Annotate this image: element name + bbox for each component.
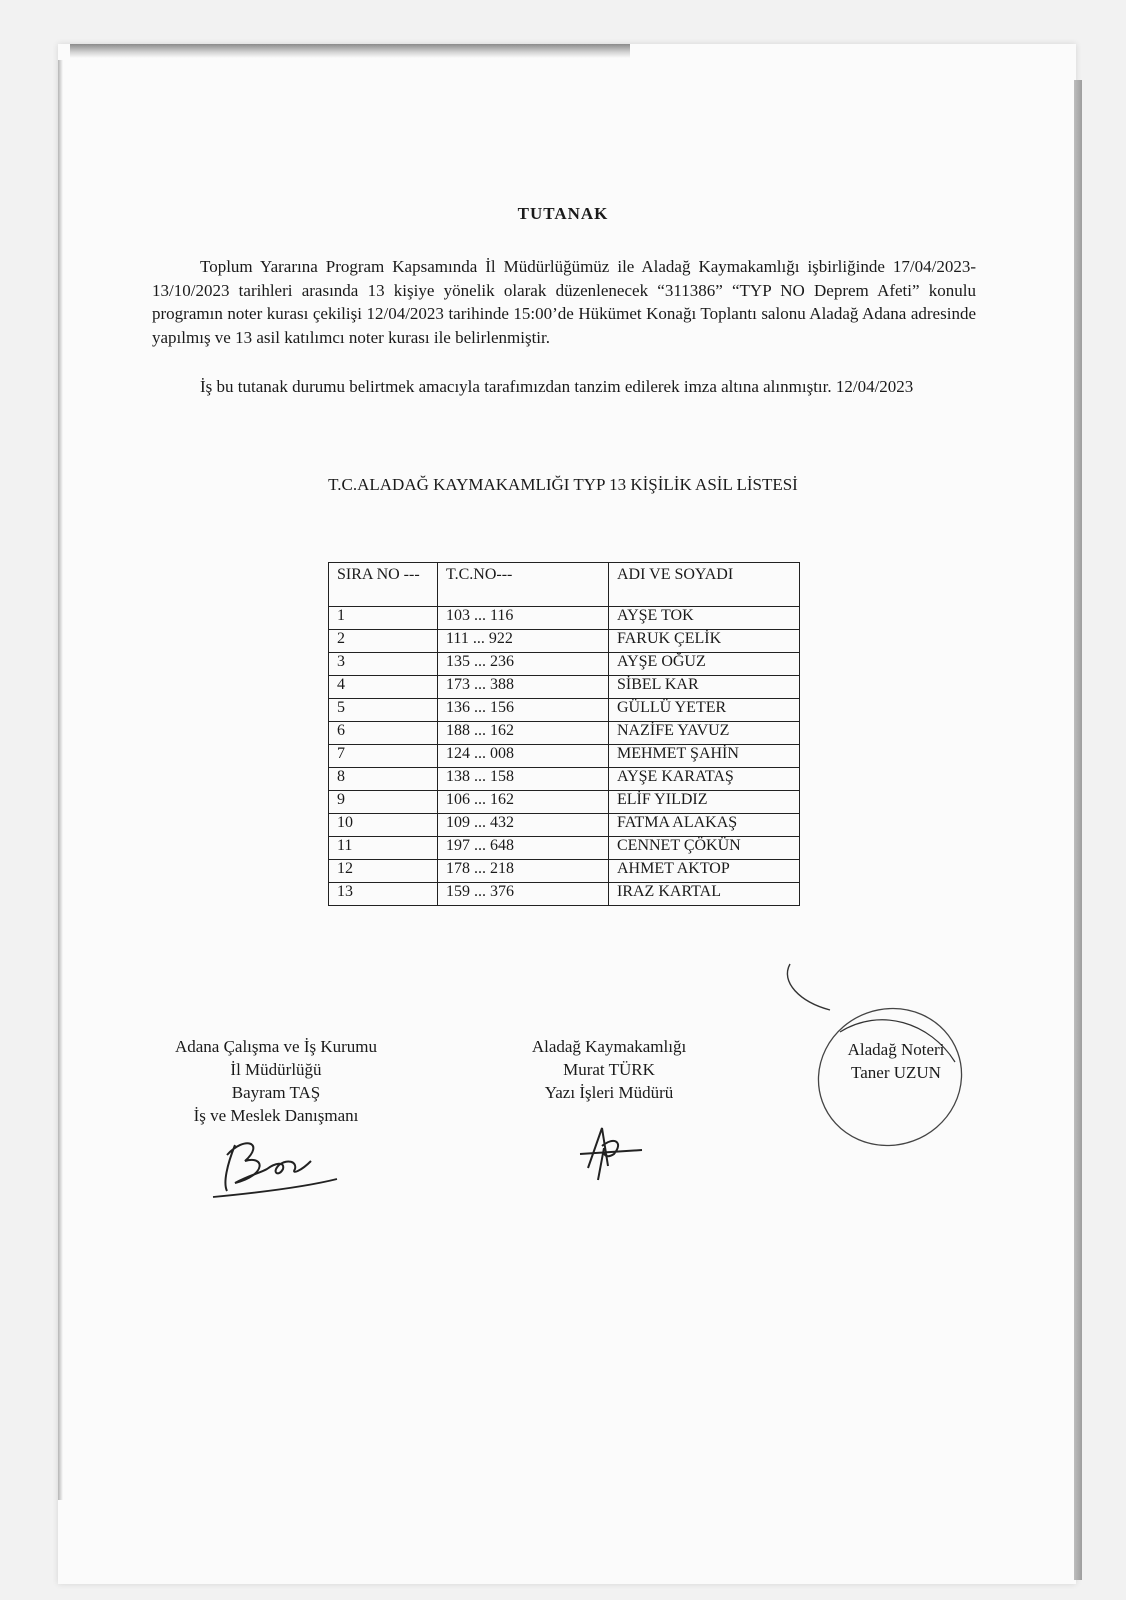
row-name: GÜLLÜ YETER <box>609 699 800 722</box>
sig-right-line: Aladağ Noteri <box>847 1040 945 1059</box>
sig-right-line: Taner UZUN <box>851 1063 941 1082</box>
row-tc: 109 ... 432 <box>438 814 609 837</box>
row-no: 5 <box>329 699 438 722</box>
row-no: 13 <box>329 883 438 906</box>
handwritten-signature-middle-icon <box>568 1118 658 1188</box>
sig-left-line: Bayram TAŞ <box>231 1083 321 1102</box>
row-name: FARUK ÇELİK <box>609 630 800 653</box>
row-tc: 111 ... 922 <box>438 630 609 653</box>
row-name: AYŞE KARATAŞ <box>609 768 800 791</box>
row-no: 1 <box>329 607 438 630</box>
row-no: 9 <box>329 791 438 814</box>
table-row <box>329 860 800 883</box>
row-tc: 124 ... 008 <box>438 745 609 768</box>
scan-edge-right <box>1074 80 1082 1580</box>
scan-edge-left <box>58 60 63 1500</box>
row-tc: 197 ... 648 <box>438 837 609 860</box>
paragraph-closing: İş bu tutanak durumu belirtmek amacıyla tarafımızdan tanzim edilerek imza altına alınmıştır. 12/04/2023 <box>200 377 914 396</box>
row-name: SİBEL KAR <box>609 676 800 699</box>
signature-block-left <box>146 1035 406 1127</box>
row-tc: 106 ... 162 <box>438 791 609 814</box>
row-name: FATMA ALAKAŞ <box>609 814 800 837</box>
row-name: MEHMET ŞAHİN <box>609 745 800 768</box>
table-row <box>329 837 800 860</box>
row-no: 10 <box>329 814 438 837</box>
row-no: 2 <box>329 630 438 653</box>
sig-left-line: İş ve Meslek Danışmanı <box>193 1106 359 1125</box>
table-row <box>329 791 800 814</box>
table-row <box>329 814 800 837</box>
row-tc: 178 ... 218 <box>438 860 609 883</box>
row-name: CENNET ÇÖKÜN <box>609 837 800 860</box>
row-no: 11 <box>329 837 438 860</box>
document-title: TUTANAK <box>517 204 609 223</box>
header-tc-no: T.C.NO--- <box>438 563 609 607</box>
row-no: 8 <box>329 768 438 791</box>
signature-block-right <box>826 1038 966 1084</box>
row-tc: 188 ... 162 <box>438 722 609 745</box>
row-tc: 103 ... 116 <box>438 607 609 630</box>
row-no: 12 <box>329 860 438 883</box>
row-tc: 173 ... 388 <box>438 676 609 699</box>
table-row <box>329 699 800 722</box>
handwritten-signature-left-icon <box>205 1125 345 1205</box>
row-tc: 136 ... 156 <box>438 699 609 722</box>
list-title: T.C.ALADAĞ KAYMAKAMLIĞI TYP 13 KİŞİLİK ASİL LİSTESİ <box>328 475 798 494</box>
row-no: 3 <box>329 653 438 676</box>
sig-mid-line: Murat TÜRK <box>563 1060 655 1079</box>
table-row <box>329 883 800 906</box>
row-tc: 138 ... 158 <box>438 768 609 791</box>
table-row <box>329 768 800 791</box>
row-tc: 159 ... 376 <box>438 883 609 906</box>
header-name: ADI VE SOYADI <box>609 563 800 607</box>
header-sira-no: SIRA NO --- <box>329 563 438 607</box>
table-row <box>329 676 800 699</box>
table-row <box>329 630 800 653</box>
table-row <box>329 745 800 768</box>
scan-edge-top <box>70 44 630 58</box>
participant-table <box>328 562 800 906</box>
sig-mid-line: Aladağ Kaymakamlığı <box>531 1037 687 1056</box>
sig-left-line: Adana Çalışma ve İş Kurumu <box>174 1037 378 1056</box>
row-no: 7 <box>329 745 438 768</box>
row-no: 6 <box>329 722 438 745</box>
table-row <box>329 653 800 676</box>
row-tc: 135 ... 236 <box>438 653 609 676</box>
signature-block-middle <box>504 1035 714 1104</box>
table-row <box>329 722 800 745</box>
row-name: AYŞE TOK <box>609 607 800 630</box>
row-name: AHMET AKTOP <box>609 860 800 883</box>
paragraph-intro: Toplum Yararına Program Kapsamında İl Müdürlüğümüz ile Aladağ Kaymakamlığı işbirliğinde 17/04/2023-13/10/2023 tarihleri arasında 13 kişiye yönelik olarak düzenlenecek “311386” “TYP NO Deprem Afeti” konulu programın noter kurası çekilişi 12/04/2023 tarihinde 15:00’de Hükümet Konağı Toplantı salonu Aladağ Adana adresinde yapılmış ve 13 asil katılımcı noter kurası ile belirlenmiştir. <box>152 257 976 347</box>
row-name: NAZİFE YAVUZ <box>609 722 800 745</box>
table-row <box>329 607 800 630</box>
table-header-row <box>329 563 800 607</box>
row-no: 4 <box>329 676 438 699</box>
row-name: IRAZ KARTAL <box>609 883 800 906</box>
sig-left-line: İl Müdürlüğü <box>230 1060 322 1079</box>
sig-mid-line: Yazı İşleri Müdürü <box>544 1083 674 1102</box>
row-name: AYŞE OĞUZ <box>609 653 800 676</box>
row-name: ELİF YILDIZ <box>609 791 800 814</box>
